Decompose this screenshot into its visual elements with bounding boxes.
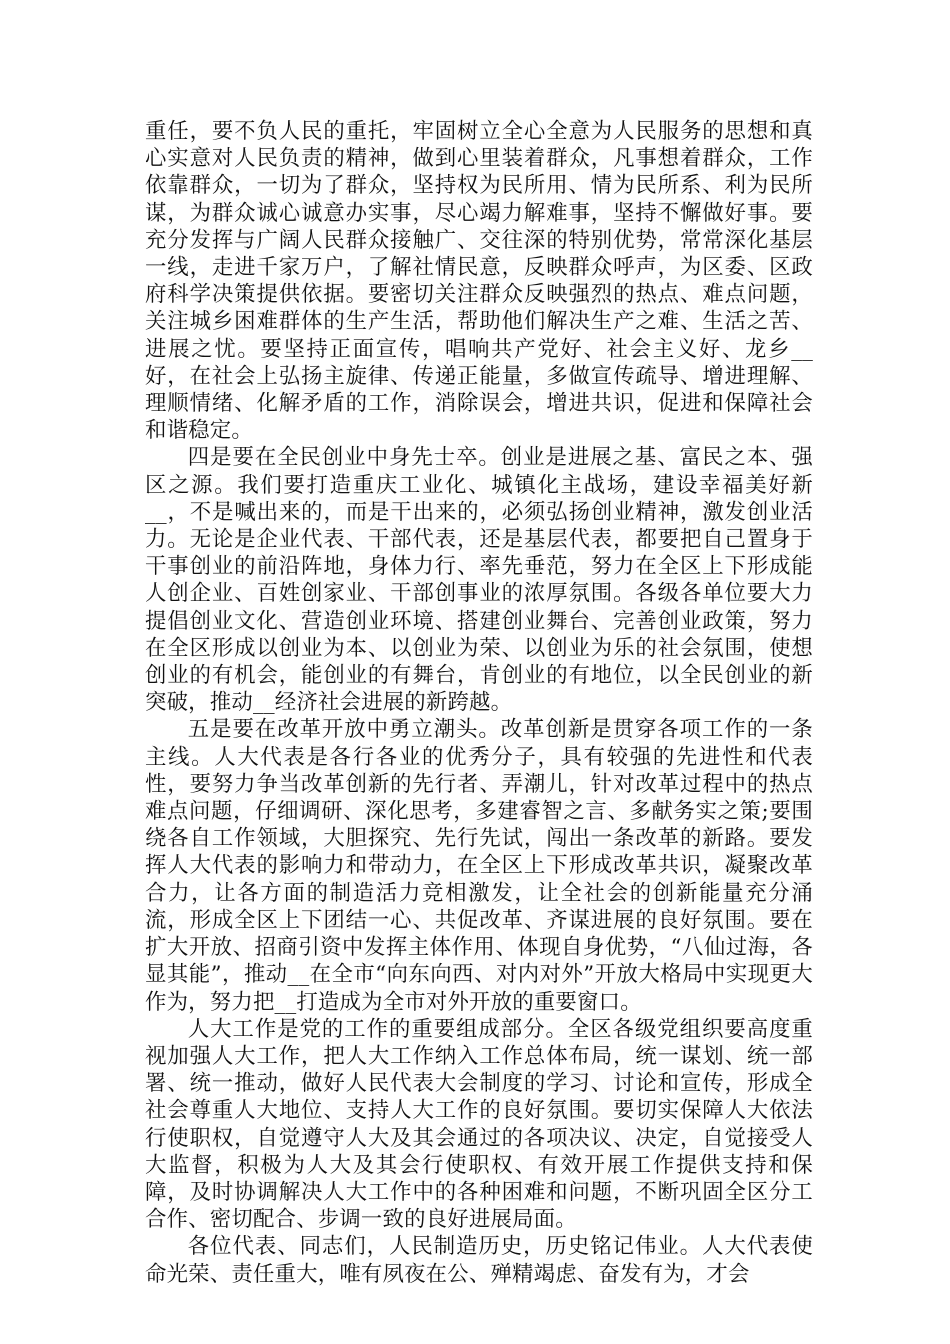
paragraph-1: 重任，要不负人民的重托，牢固树立全心全意为人民服务的思想和真心实意对人民负责的精神，做到心里装着群众，凡事想着群众，工作依靠群众，一切为了群众，坚持权为民所用、情为民所系、利为民所谋，为群众诚心诚意办实事，尽心竭力解难事，坚持不懈做好事。要充分发挥与广阔人民群众接触广、交往深的特别优势，常常深化基层一线，走进千家万户，了解社情民意，反映群众呼声，为区委、区政府科学决策提供依据。要密切关注群众反映强烈的热点、难点问题，关注城乡困难群体的生产生活，帮助他们解决生产之难、生活之苦、进展之忧。要坚持正面宣传，唱响共产党好、社会主义好、龙乡__好，在社会上弘扬主旋律、传递正能量，多做宣传疏导、增进理解、理顺情绪、化解矛盾的工作，消除误会，增进共识，促进和保障社会和谐稳定。 [145, 119, 813, 444]
paragraph-2: 四是要在全民创业中身先士卒。创业是进展之基、富民之本、强区之源。我们要打造重庆工业化、城镇化主战场，建设幸福美好新__，不是喊出来的，而是干出来的，必须弘扬创业精神，激发创业活力。无论是企业代表、干部代表，还是基层代表，都要把自己置身于干事创业的前沿阵地，身体力行、率先垂范，努力在全区上下形成能人创企业、百姓创家业、干部创事业的浓厚氛围。各级各单位要大力提倡创业文化、营造创业环境、搭建创业舞台、完善创业政策，努力在全区形成以创业为本、以创业为荣、以创业为乐的社会氛围，使想创业的有机会，能创业的有舞台，肯创业的有地位，以全民创业的新突破，推动__经济社会进展的新跨越。 [145, 445, 813, 716]
document-body [145, 118, 813, 1288]
paragraph-3: 五是要在改革开放中勇立潮头。改革创新是贯穿各项工作的一条主线。人大代表是各行各业的优秀分子，具有较强的先进性和代表性，要努力争当改革创新的先行者、弄潮儿，针对改革过程中的热点难点问题，仔细调研、深化思考，多建睿智之言、多献务实之策;要围绕各自工作领域，大胆探究、先行先试，闯出一条改革的新路。要发挥人大代表的影响力和带动力，在全区上下形成改革共识，凝聚改革合力，让各方面的制造活力竞相激发，让全社会的创新能量充分涌流，形成全区上下团结一心、共促改革、齐谋进展的良好氛围。要在扩大开放、招商引资中发挥主体作用、体现自身优势，“八仙过海，各显其能”，推动__在全市“向东向西、对内对外”开放大格局中实现更大作为，努力把__打造成为全市对外开放的重要窗口。 [145, 717, 813, 1015]
paragraph-4: 人大工作是党的工作的重要组成部分。全区各级党组织要高度重视加强人大工作，把人大工作纳入工作总体布局，统一谋划、统一部署、统一推动，做好人民代表大会制度的学习、讨论和宣传，形成全社会尊重人大地位、支持人大工作的良好氛围。要切实保障人大依法行使职权，自觉遵守人大及其会通过的各项决议、决定，自觉接受人大监督，积极为人大及其会行使职权、有效开展工作提供支持和保障，及时协调解决人大工作中的各种困难和问题，不断巩固全区分工合作、密切配合、步调一致的良好进展局面。 [145, 1016, 813, 1233]
paragraph-5: 各位代表、同志们，人民制造历史，历史铭记伟业。人大代表使命光荣、责任重大，唯有夙夜在公、殚精竭虑、奋发有为，才会 [145, 1234, 813, 1287]
